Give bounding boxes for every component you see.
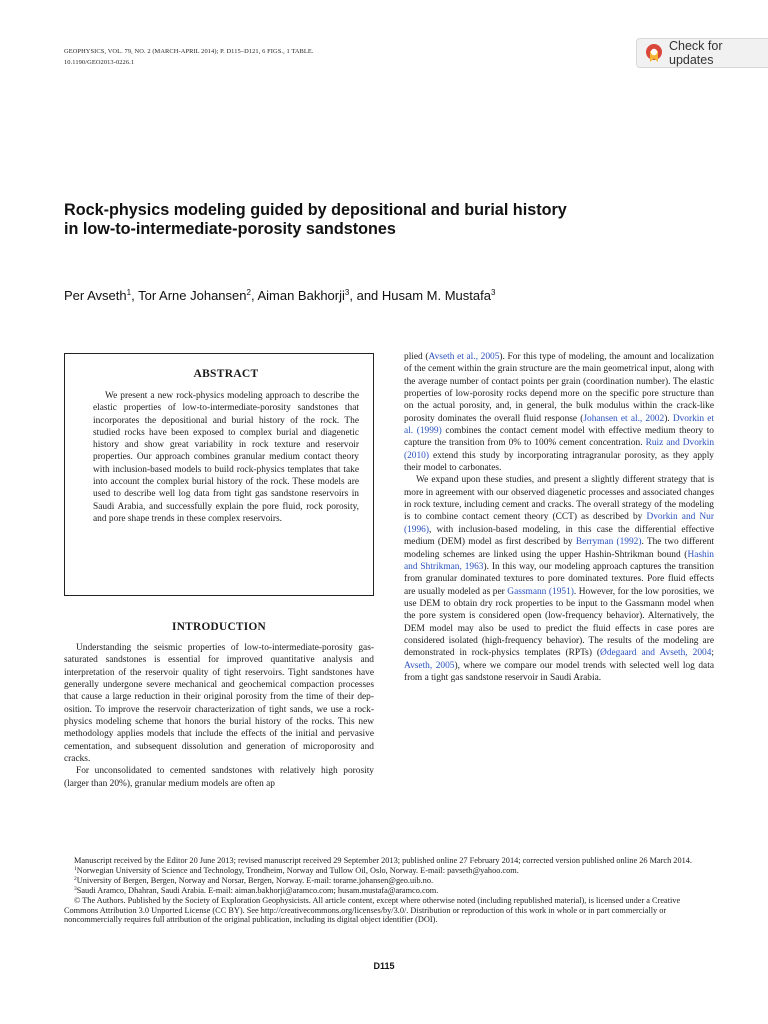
citation-link[interactable]: Ødegaard and Avseth, 2004 — [600, 648, 712, 659]
paragraph-text: . The two different modeling schemes are linked using the upper Hashin-Shtrikman bound ( — [404, 537, 714, 560]
affiliation-mark: 3 — [74, 885, 77, 892]
author-separator: , and — [349, 288, 382, 303]
right-column — [404, 351, 714, 684]
page-number: D115 — [373, 961, 395, 971]
author-name: Aiman Bakhorji — [257, 288, 345, 303]
citation-link[interactable]: Avseth et al., 2005 — [428, 352, 500, 362]
introduction-paragraph-2: For unconsolidated to cemented sandstones with relatively high porosity (larger than 20%), granular medium models are often ap — [64, 766, 374, 789]
affiliation-3 — [64, 886, 714, 896]
crossmark-icon — [645, 43, 663, 63]
manuscript-history: Manuscript received by the Editor 20 June 2013; revised manuscript received 29 September 2013; published online 27 February 2014; corrected version published online 26 March 2014. — [74, 856, 692, 865]
doi-line: 10.1190/GEO2013-0226.1 — [64, 59, 135, 66]
journal-header — [64, 46, 314, 68]
body-paragraph — [404, 474, 714, 684]
check-for-updates-label: Check for updates — [669, 39, 723, 67]
affiliation-mark: 1 — [74, 865, 77, 872]
paragraph-text: . However, for the low porosities, we use DEM to obtain dry rock properties to be input to the Gassmann model when the pore system is considered open (low-frequency behavior). Alternatively, the DEM model may also be used to predict the fluid effects in case pores are considered isolated (high-frequency behavior). The results of the modeling are demonstrated in rock-physics templates (RPTs) ( — [404, 586, 714, 659]
author-affiliation-mark: 2 — [246, 288, 251, 297]
affiliation-text: Norwegian University of Science and Technology, Trondheim, Norway and Tullow Oil, Oslo, Norway. E-mail: pavseth@yahoo.com. — [76, 865, 519, 875]
license-notice: © The Authors. Published by the Society of Exploration Geophysicists. All article content, except where otherwise noted (including republished material), is licensed under a Creative Commons Attribution 3.0 Unported License (CC BY). See http://creativecommons.org/licenses/by/3.0/. Distribution or reproduction of this work in whole or in part commercially or noncommercially requires full attribution of the original publication, including its digital object identifier (DOI). — [64, 895, 681, 925]
citation-link[interactable]: Avseth, 2005 — [404, 660, 455, 671]
body-paragraph-continued — [404, 351, 714, 474]
abstract-text: We present a new rock-physics modeling approach to describe the elastic properties of low-to-intermediate-porosity sandstones that incorporates the depositional and burial history of the rock. The studied rocks have been exposed to complex burial and diagenetic history and show great variability in rock texture and reservoir properties. Our approach combines granular medium contact theory with inclusion-based models to build rock-physics templates that take into account the complex burial history of the rock. These models are used to describe well log data from tight gas sandstone reservoirs in Saudi Arabia, and successfully explain the pore fluid, rock porosity, and pore shape trends in these complex reservoirs. — [93, 391, 359, 524]
paragraph-text: extend this study by incorporating intragranular porosity, as they apply their model to carbonates. — [404, 450, 714, 474]
paragraph-text: ). For this type of modeling, the amount and localization of the cement within the grain structure are the main geometrical input, along with the average number of contact points per grain (coordination number). The elastic properties of low-porosity rocks depend more on the specific pore structure than on the actual porosity, and, in general, the bulk modulus within the crack-like porosity dominates the overall fluid response ( — [404, 352, 714, 424]
author-name: Husam M. Mustafa — [381, 288, 491, 303]
affiliation-1 — [64, 866, 714, 876]
author-affiliation-mark: 1 — [126, 288, 132, 297]
citation-link[interactable]: Johansen et al., 2002 — [583, 413, 665, 424]
paragraph-text: combines the contact cement model with effective medium theory to capture the transition from 0% to 100% cement concentration. — [404, 426, 714, 449]
author-affiliation-mark: 3 — [344, 288, 350, 297]
citation-link[interactable]: Dvorkin et al. (1999) — [404, 413, 715, 437]
journal-citation-line: GEOPHYSICS, VOL. 79, NO. 2 (MARCH-APRIL 2014); P. D115–D121, 6 FIGS., 1 TABLE. — [64, 48, 314, 55]
affiliation-2 — [64, 876, 714, 886]
author-list — [64, 287, 704, 305]
author-affiliation-mark: 3 — [490, 288, 496, 297]
paragraph-text: We expand upon these studies, and present a slightly different strategy that is more in agreement with our observed diagenetic processes and associated changes in rock texture, including cement and cracks. The overall strategy of the modeling is to combine contact cement theory (CCT) as described by — [404, 475, 714, 523]
affiliation-text: Saudi Aramco, Dhahran, Saudi Arabia. E-mail: aiman.bakhorji@aramco.com; husam.mustafa@aramco.com. — [76, 885, 439, 895]
check-for-updates-button[interactable] — [636, 38, 768, 68]
introduction-heading: INTRODUCTION — [172, 621, 266, 633]
citation-link[interactable]: Berryman (1992) — [575, 537, 642, 548]
citation-link[interactable]: Dvorkin and Nur (1996) — [404, 512, 714, 535]
paragraph-text: , with inclusion-based modeling, in this case the differential effective medium (DEM) model as first described by — [404, 524, 714, 548]
citation-link[interactable]: Gassmann (1951) — [507, 586, 574, 597]
author-name: Per Avseth — [64, 288, 127, 303]
affiliation-mark: 2 — [74, 875, 77, 882]
paragraph-text: ), where we compare our model trends with selected well log data from a tight gas sandstone reservoir in Saudi Arabia. — [404, 660, 714, 683]
affiliation-text: University of Bergen, Bergen, Norway and Norsar, Bergen, Norway. E-mail: torarne.johansen@geo.uib.no. — [76, 875, 434, 885]
author-name: Tor Arne Johansen — [138, 288, 247, 303]
paragraph-text: plied ( — [404, 352, 429, 362]
footnotes — [64, 856, 714, 925]
paragraph-text: ). — [664, 413, 673, 424]
article-title: Rock-physics modeling guided by depositional and burial history in low-to-intermediate-porosity sandstones — [64, 201, 567, 238]
introduction-paragraph-1: Understanding the seismic properties of low-to-intermediate-porosity gas-saturated sandstones is essential for improved quantitative analysis and interpretation of the reservoir quality of tight reservoirs. Tight sandstones have generally undergone severe mechanical and geochemical compaction processes that cause a large reduction in their original porosity from the time of their deposition. To improve the reservoir characterization of tight sands, we use a rock-physics modeling scheme that honors the burial history of the rocks. This new methodology applies models that include the effects of the initial and pervasive cementation, and subsequent dissolution and generation of microporosity and cracks. — [64, 643, 374, 765]
abstract-heading: ABSTRACT — [193, 368, 259, 380]
paragraph-text: ; — [711, 648, 714, 659]
abstract-box — [64, 353, 374, 596]
citation-link[interactable]: Hashin and Shtrikman, 1963 — [404, 549, 714, 572]
author-separator: , — [131, 288, 139, 303]
paragraph-text: ). In this way, our modeling approach captures the transition from granular dominated textures to pore dominated textures. Pore fluid effects are usually modeled as per — [404, 561, 714, 597]
author-separator: , — [250, 288, 258, 303]
citation-link[interactable]: Ruiz and Dvorkin (2010) — [404, 438, 715, 461]
left-column — [64, 353, 374, 790]
